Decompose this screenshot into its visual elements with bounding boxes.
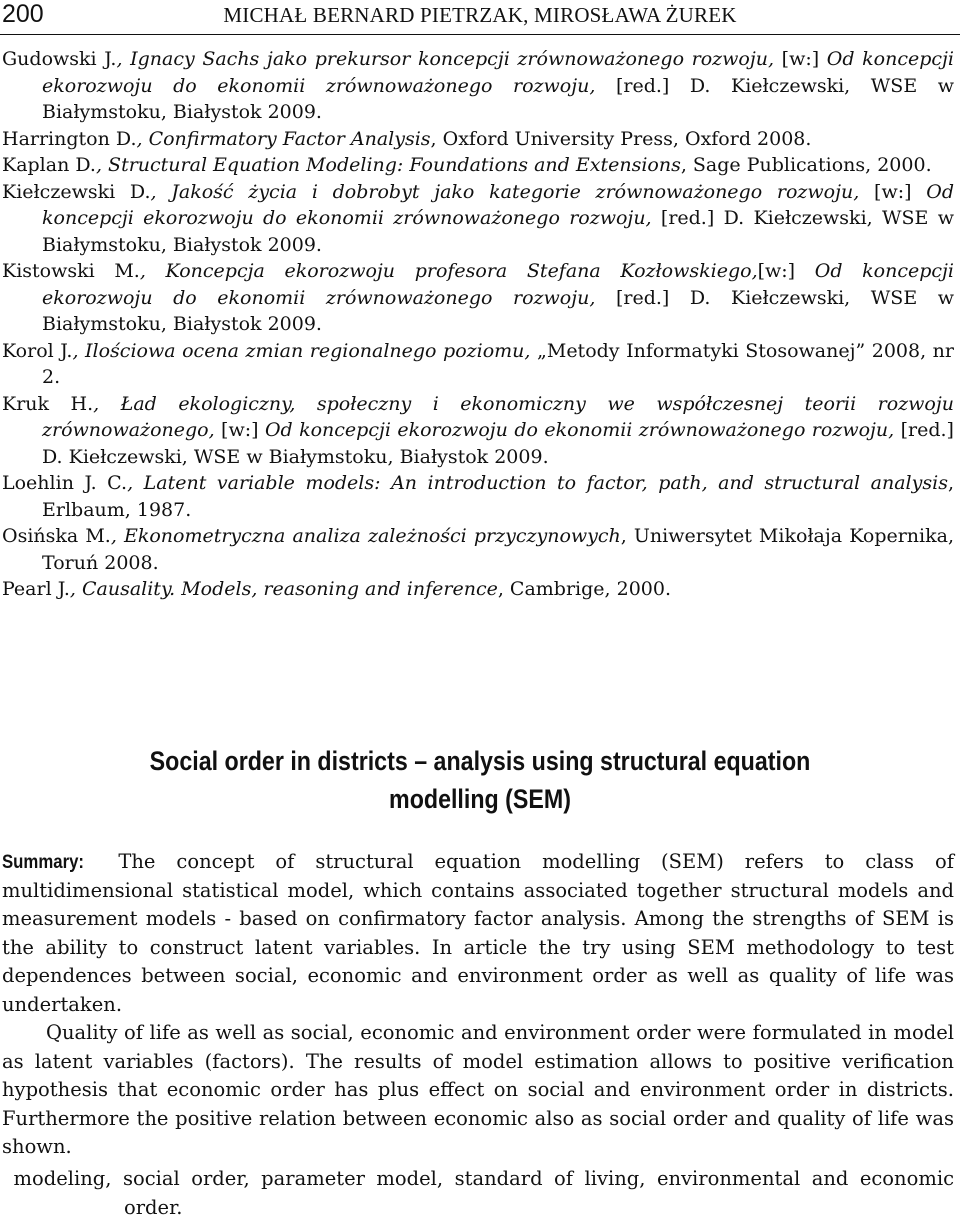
paper-title-line-1: Social order in districts – analysis using structural equation	[149, 746, 811, 776]
reference-publication: [red.] D. Kiełczewski, WSE w Białymstoku, Białystok 2009.	[42, 74, 954, 123]
reference-publication: , Erlbaum, 1987.	[42, 472, 954, 521]
reference-entry	[2, 576, 954, 603]
reference-title: , Ignacy Sachs jako prekursor koncepcji zrównoważonego rozwoju,	[116, 48, 775, 70]
reference-author: Gudowski J.	[2, 48, 117, 70]
paper-title	[67, 742, 893, 818]
reference-entry	[2, 338, 954, 391]
reference-in-prefix: [w:]	[859, 180, 927, 203]
reference-entry	[2, 46, 954, 126]
reference-author: Loehlin J. C.	[2, 472, 128, 494]
summary-text-1: The concept of structural equation modelling (SEM) refers to class of multidimensional statistical model, which contains associated together structural models and measurement models - based on confirmatory factor analysis. Among the strengths of SEM is the ability to construct latent variables. In article the try using SEM methodology to test dependences between social, economic and environment order as well as quality of life was undertaken.	[2, 850, 954, 1016]
summary-label: Summary:	[2, 851, 85, 873]
reference-title: , Ekonometryczna analiza zależności przyczynowych	[110, 525, 621, 547]
summary-paragraph-2: Quality of life as well as social, economic and environment order were formulated in model as latent variables (factors). The results of model estimation allows to positive verification hypothesis that economic order has plus effect on social and environment order in districts. Furthermore the positive relation between economic also as social order and quality of life was shown.	[2, 1021, 954, 1158]
keywords-text: modeling, social order, parameter model, standard of living, environmental and economic order.	[2, 1167, 954, 1219]
reference-author: Kiełczewski D.	[2, 180, 151, 203]
reference-entry	[2, 523, 954, 576]
page-number: 200	[2, 0, 44, 28]
reference-in-title: Od koncepcji ekorozwoju do ekonomii zrównoważonego rozwoju,	[264, 419, 895, 441]
reference-title: , Causality. Models, reasoning and inference	[69, 578, 498, 600]
reference-author: Pearl J.	[2, 578, 70, 600]
reference-title: , Structural Equation Modeling: Foundations and Extensions	[95, 154, 681, 176]
reference-entry	[2, 391, 954, 471]
reference-in-title: Od koncepcji ekorozwoju do ekonomii zrównoważonego rozwoju,	[42, 260, 955, 309]
reference-publication: , Oxford University Press, Oxford 2008.	[430, 127, 812, 150]
reference-entry	[2, 258, 954, 338]
reference-author: Osińska M.	[2, 525, 111, 547]
reference-entry	[2, 152, 954, 179]
reference-publication: [red.] D. Kiełczewski, WSE w Białymstoku, Białystok 2009.	[42, 207, 954, 256]
reference-publication: „Metody Informatyki Stosowanej” 2008, nr 2.	[42, 339, 954, 388]
reference-title: , Jakość życia i dobrobyt jako kategorie zrównoważonego rozwoju,	[150, 180, 860, 203]
reference-author: Kruk H.	[2, 392, 94, 415]
reference-title: , Koncepcja ekorozwoju profesora Stefana Kozłowskiego,	[139, 260, 758, 282]
reference-title: , Confirmatory Factor Analysis	[136, 127, 431, 150]
reference-publication: [red.] D. Kiełczewski, WSE w Białymstoku, Białystok 2009.	[42, 419, 954, 468]
reference-title: , Ład ekologiczny, społeczny i ekonomiczny we współczesnej teorii rozwoju zrównoważonego,	[42, 392, 954, 441]
reference-entry	[2, 179, 954, 259]
reference-in-title: Od koncepcji ekorozwoju do ekonomii zrównoważonego rozwoju,	[42, 180, 955, 229]
paper-title-line-2: modelling (SEM)	[389, 784, 571, 814]
running-head: MICHAŁ BERNARD PIETRZAK, MIROSŁAWA ŻUREK	[223, 3, 737, 27]
reference-entry	[2, 126, 954, 153]
reference-author: Harrington D.	[2, 127, 137, 150]
reference-title: , Ilościowa ocena zmian regionalnego poziomu,	[72, 339, 531, 362]
reference-publication: , Uniwersytet Mikołaja Kopernika, Toruń 2008.	[42, 525, 955, 574]
keywords-section	[2, 1165, 954, 1222]
reference-title: , Latent variable models: An introduction to factor, path, and structural analysis	[127, 472, 948, 494]
reference-author: Kaplan D.	[2, 154, 96, 176]
reference-list	[2, 46, 954, 603]
reference-in-prefix: [w:]	[757, 260, 815, 282]
reference-in-title: Od koncepcji ekorozwoju do ekonomii zrównoważonego rozwoju,	[42, 48, 955, 97]
reference-publication: , Cambrige, 2000.	[497, 578, 672, 600]
reference-in-prefix: [w:]	[774, 48, 827, 70]
reference-publication: [red.] D. Kiełczewski, WSE w Białymstoku, Białystok 2009.	[42, 286, 954, 335]
reference-author: Kistowski M.	[2, 260, 140, 282]
reference-author: Korol J.	[2, 339, 73, 362]
reference-in-prefix: [w:]	[214, 419, 265, 441]
summary-paragraph-1	[2, 848, 954, 1019]
reference-entry	[2, 470, 954, 523]
reference-publication: , Sage Publications, 2000.	[680, 154, 932, 176]
page-header	[0, 0, 960, 35]
summary-section	[2, 848, 954, 1162]
